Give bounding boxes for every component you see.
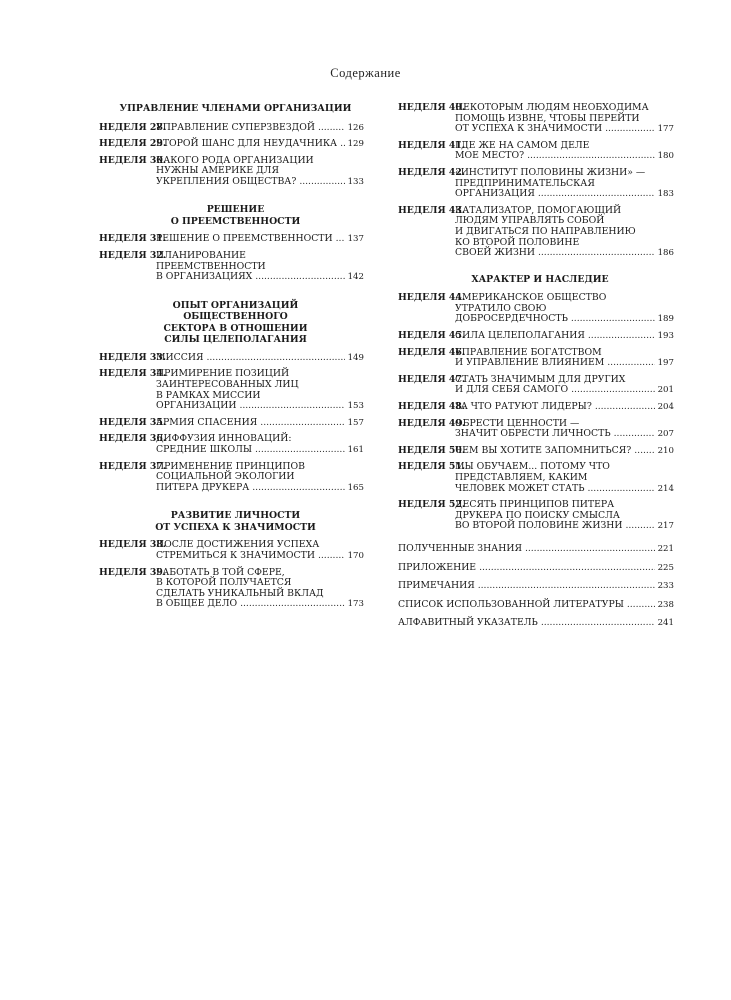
entry-title [455,103,674,135]
entry-title [156,462,364,494]
page-number: 241 [657,618,674,629]
page-number: 217 [657,521,674,532]
title-line [455,314,674,325]
section-heading: О ПРЕЕМСТВЕННОСТИ [170,215,301,227]
title-line [156,123,364,134]
title-text: УТРАТИЛО СВОЮ [455,302,547,314]
entry-title [455,446,674,457]
section-heading: СИЛЫ ЦЕЛЕПОЛАГАНИЯ [164,334,307,346]
entry-title [156,434,364,455]
page-number: 204 [657,401,674,412]
leader-dots [527,151,654,162]
title-text: И ДВИГАТЬСЯ ПО НАПРАВЛЕНИЮ [455,225,636,237]
title-line [455,446,674,457]
title-line [455,521,674,532]
page-number: 214 [657,483,674,494]
toc-entry[interactable] [398,141,674,162]
toc-right-column [398,103,674,637]
week-number: НЕДЕЛЯ 39. [99,566,167,578]
page-number: 157 [347,417,364,428]
toc-entry[interactable] [398,331,674,342]
back-matter-entry[interactable] [398,544,674,555]
week-number: НЕДЕЛЯ 48. [398,400,466,412]
back-matter-entry[interactable] [398,581,674,592]
title-text: СРЕДНИЕ ШКОЛЫ [156,444,253,455]
toc-entry[interactable] [398,446,674,457]
week-number: НЕДЕЛЯ 41. [398,139,466,151]
title-text: НУЖНЫ АМЕРИКЕ ДЛЯ [156,165,279,177]
toc-entry[interactable] [99,462,364,494]
toc-entry[interactable] [99,251,364,283]
page-number: 183 [657,189,674,200]
title-text: И ДЛЯ СЕБЯ САМОГО [455,384,569,396]
toc-entry[interactable] [398,500,674,532]
title-text: ДИФФУЗИЯ ИННОВАЦИЙ: [156,433,292,445]
leader-dots [607,358,654,369]
entry-title [455,331,674,342]
entry-title [156,540,364,561]
title-text: «ИНСТИТУТ ПОЛОВИНЫ ЖИЗНИ» — [455,166,646,178]
title-text: СТАТЬ ЗНАЧИМЫМ ДЛЯ ДРУГИХ [455,373,626,385]
title-line [156,272,364,283]
title-line [156,418,364,429]
title-line [455,331,674,342]
leader-dots [336,234,345,245]
title-text: СОЦИАЛЬНОЙ ЭКОЛОГИИ [156,471,295,483]
title-text: ОРГАНИЗАЦИИ [156,400,237,412]
title-text: ЧЕЛОВЕК МОЖЕТ СТАТЬ [455,482,585,494]
title-text: ПРИМЕНЕНИЕ ПРИНЦИПОВ [156,460,305,472]
back-matter-entry[interactable] [398,563,674,574]
toc-entry[interactable] [398,293,674,325]
title-text: ВТОРОЙ ШАНС ДЛЯ НЕУДАЧНИКА [156,138,338,150]
leader-dots [252,483,344,494]
entry-title [455,402,674,413]
page-number: 165 [347,482,364,493]
entry-title [455,168,674,200]
back-matter-entry[interactable] [398,600,674,611]
entry-title [156,123,364,134]
page-number: 170 [347,550,364,561]
back-matter-title: АЛФАВИТНЫЙ УКАЗАТЕЛЬ [398,617,538,629]
page-number: 197 [657,358,674,369]
week-number: НЕДЕЛЯ 40. [398,102,466,113]
entry-title [455,419,674,440]
entry-title [455,375,674,396]
week-number: НЕДЕЛЯ 33. [99,351,167,363]
title-text: ДОБРОСЕРДЕЧНОСТЬ [455,313,568,325]
leader-dots [595,402,655,413]
leader-dots [255,445,345,456]
toc-entry[interactable] [99,156,364,188]
title-text: РЕШЕНИЕ О ПРЕЕМСТВЕННОСТИ [156,233,333,245]
entry-title [455,348,674,369]
back-matter-title: СПИСОК ИСПОЛЬЗОВАННОЙ ЛИТЕРАТУРЫ [398,598,624,610]
entry-title [156,369,364,411]
title-text: КАТАЛИЗАТОР, ПОМОГАЮЩИЙ [455,204,622,216]
toc-entry[interactable] [99,418,364,429]
title-line [455,151,674,162]
title-line [455,103,674,114]
week-number: НЕДЕЛЯ 50. [398,444,466,456]
week-number: НЕДЕЛЯ 47. [398,373,466,385]
week-number: НЕДЕЛЯ 52. [398,499,466,511]
page-number: 161 [347,445,364,455]
week-number: НЕДЕЛЯ 51. [398,461,466,473]
leader-dots [614,429,655,440]
leader-dots [634,446,654,457]
leader-dots [625,521,654,532]
page-number: 193 [657,331,674,341]
back-matter-title: ПРИЛОЖЕНИЕ [398,561,477,573]
title-line [156,353,364,364]
title-text: КАКОГО РОДА ОРГАНИЗАЦИИ [156,154,314,166]
page-number: 149 [347,352,364,363]
title-text: АМЕРИКАНСКОЕ ОБЩЕСТВО [455,292,607,304]
week-number: НЕДЕЛЯ 38. [99,539,167,551]
toc-entry[interactable] [99,123,364,134]
entry-title [156,251,364,283]
title-text: ПОМОЩЬ ИЗВНЕ, ЧТОБЫ ПЕРЕЙТИ [455,112,640,124]
entry-title [156,418,364,429]
page-number: 201 [657,385,674,396]
leader-dots [478,581,655,592]
entry-title [455,462,674,494]
title-text: ОТ УСПЕХА К ЗНАЧИМОСТИ [455,123,603,135]
title-text: ПОСЛЕ ДОСТИЖЕНИЯ УСПЕХА [156,539,320,551]
title-text: В ОБЩЕЕ ДЕЛО [156,598,238,610]
page-number: 129 [347,139,364,150]
page-number: 207 [657,429,674,440]
leader-dots [627,600,655,611]
leader-dots [260,418,344,429]
week-number: НЕДЕЛЯ 32. [99,250,167,262]
week-number: НЕДЕЛЯ 31. [99,233,167,245]
leader-dots [525,544,655,555]
title-text: ПРИМИРЕНИЕ ПОЗИЦИЙ [156,368,290,380]
title-line [455,358,674,369]
toc-entry[interactable] [398,462,674,494]
leader-dots [340,139,345,150]
leader-dots [318,551,345,562]
week-number: НЕДЕЛЯ 37. [99,460,167,472]
leader-dots [299,177,344,188]
week-number: НЕДЕЛЯ 29. [99,138,167,150]
title-text: ДРУКЕРА ПО ПОИСКУ СМЫСЛА [455,509,620,521]
section-heading: РЕШЕНИЕ [206,204,265,216]
title-text: ОБРЕСТИ ЦЕННОСТИ — [455,417,580,429]
page-number: 133 [347,176,364,187]
leader-dots [588,331,655,342]
title-line [156,599,364,610]
title-line [455,124,674,135]
title-text: В ОРГАНИЗАЦИЯХ [156,271,253,283]
week-number: НЕДЕЛЯ 46. [398,346,466,358]
title-text: ОРГАНИЗАЦИЯ [455,188,535,200]
title-text: И УПРАВЛЕНИЕ ВЛИЯНИЕМ [455,357,605,369]
leader-dots [541,618,655,629]
toc-entry[interactable] [398,103,674,135]
page-number: 126 [347,122,364,133]
title-text: МИССИЯ [156,351,204,363]
leader-dots [571,385,654,396]
title-text: ЧЕМ ВЫ ХОТИТЕ ЗАПОМНИТЬСЯ? [455,444,632,456]
week-number: НЕДЕЛЯ 44. [398,292,466,304]
page-number: 238 [657,599,674,610]
page-number: 225 [657,562,674,573]
page-number: 186 [657,248,674,259]
leader-dots [538,248,655,259]
title-line [455,189,674,200]
title-line [156,483,364,494]
leader-dots [479,563,655,574]
page-number: 153 [347,401,364,412]
toc-entry[interactable] [99,234,364,245]
title-text: ДЕСЯТЬ ПРИНЦИПОВ ПИТЕРА [455,499,615,511]
title-text: ПРЕДПРИНИМАТЕЛЬСКАЯ [455,177,595,189]
title-line [455,402,674,413]
page-number: 189 [657,314,674,325]
toc-left-column [99,103,364,610]
title-text: В КОТОРОЙ ПОЛУЧАЕТСЯ [156,577,292,589]
toc-entry[interactable] [99,568,364,610]
week-number: НЕДЕЛЯ 36. [99,433,167,445]
title-text: В РАМКАХ МИССИИ [156,389,261,401]
toc-entry[interactable] [99,139,364,150]
week-number: НЕДЕЛЯ 43. [398,204,466,216]
title-text: УПРАВЛЕНИЕ БОГАТСТВОМ [455,346,602,358]
title-line [455,385,674,396]
page-number: 210 [657,445,674,456]
toc-entry[interactable] [398,402,674,413]
entry-title [156,234,364,245]
title-text: ВО ВТОРОЙ ПОЛОВИНЕ ЖИЗНИ [455,520,623,532]
entry-title [455,141,674,162]
page-number: 180 [657,151,674,162]
title-line [156,445,364,456]
title-line [156,401,364,412]
entry-title [156,139,364,150]
title-text: РАБОТАТЬ В ТОЙ СФЕРЕ, [156,566,285,578]
title-line [455,484,674,495]
page-number: 221 [657,543,674,554]
entry-title [156,568,364,610]
title-text: ГДЕ ЖЕ НА САМОМ ДЕЛЕ [455,139,590,151]
section-heading: СЕКТОРА В ОТНОШЕНИИ [163,322,308,334]
entry-title [455,293,674,325]
toc-entry[interactable] [99,369,364,411]
leader-dots [206,353,344,364]
page-number: 137 [347,234,364,245]
section-heading: ОПЫТ ОРГАНИЗАЦИЙ [172,299,299,311]
week-number: НЕДЕЛЯ 30. [99,154,167,166]
title-text: ПЛАНИРОВАНИЕ [156,250,246,262]
back-matter-title: ПРИМЕЧАНИЯ [398,580,475,592]
leader-dots [587,484,654,495]
leader-dots [318,123,345,134]
leader-dots [538,189,655,200]
section-heading: УПРАВЛЕНИЕ ЧЛЕНАМИ ОРГАНИЗАЦИИ [119,103,352,114]
toc-entry[interactable] [99,540,364,561]
toc-entry[interactable] [398,348,674,369]
title-line [156,234,364,245]
leader-dots [605,124,655,135]
title-line [455,429,674,440]
toc-entry[interactable] [398,206,674,259]
title-line [455,248,674,259]
leader-dots [240,599,344,610]
section-heading: РАЗВИТИЕ ЛИЧНОСТИ [170,510,301,522]
week-number: НЕДЕЛЯ 28. [99,121,167,133]
page-number: 177 [657,124,674,135]
title-text: УПРАВЛЕНИЕ СУПЕРЗВЕЗДОЙ [156,121,315,133]
section-heading: ОБЩЕСТВЕННОГО [183,311,288,323]
title-text: ЗАИНТЕРЕСОВАННЫХ ЛИЦ [156,379,299,391]
title-text: СИЛА ЦЕЛЕПОЛАГАНИЯ [455,330,585,341]
title-text: СДЕЛАТЬ УНИКАЛЬНЫЙ ВКЛАД [156,587,324,599]
title-text: УКРЕПЛЕНИЯ ОБЩЕСТВА? [156,175,297,187]
section-heading: ОТ УСПЕХА К ЗНАЧИМОСТИ [155,521,316,533]
week-number: НЕДЕЛЯ 42. [398,166,466,178]
week-number: НЕДЕЛЯ 34. [99,368,167,380]
title-text: НЕКОТОРЫМ ЛЮДЯМ НЕОБХОДИМА [455,102,649,113]
week-number: НЕДЕЛЯ 49. [398,417,466,429]
title-text: ПИТЕРА ДРУКЕРА [156,481,250,493]
back-matter-title: ПОЛУЧЕННЫЕ ЗНАНИЯ [398,542,522,554]
leader-dots [239,401,344,412]
page-number: 233 [657,581,674,592]
entry-title [455,500,674,532]
title-text: СТРЕМИТЬСЯ К ЗНАЧИМОСТИ [156,549,315,561]
title-line [156,551,364,562]
leader-dots [571,314,655,325]
title-text: СВОЕЙ ЖИЗНИ [455,247,535,259]
page-number: 173 [347,599,364,610]
page-header: Содержание [330,66,401,80]
toc-entry[interactable] [99,353,364,364]
week-number: НЕДЕЛЯ 35. [99,416,167,428]
week-number: НЕДЕЛЯ 45. [398,330,466,341]
title-text: ПРЕЕМСТВЕННОСТИ [156,260,266,272]
back-matter-entry[interactable] [398,618,674,629]
entry-title [455,206,674,259]
leader-dots [255,272,344,283]
title-text: ЛЮДЯМ УПРАВЛЯТЬ СОБОЙ [455,215,605,227]
section-heading: ХАРАКТЕР И НАСЛЕДИЕ [471,273,609,285]
page-number: 142 [347,272,364,283]
toc-entry[interactable] [398,168,674,200]
title-line [455,168,674,179]
title-text: АРМИЯ СПАСЕНИЯ [156,416,258,428]
toc-entry[interactable] [99,434,364,455]
title-text: КО ВТОРОЙ ПОЛОВИНЕ [455,236,580,248]
entry-title [156,353,364,364]
title-line [156,177,364,188]
toc-entry[interactable] [398,419,674,440]
title-text: МОЕ МЕСТО? [455,150,525,162]
title-text: ЗНАЧИТ ОБРЕСТИ ЛИЧНОСТЬ [455,428,611,440]
title-line [455,473,674,484]
entry-title [156,156,364,188]
title-line [156,139,364,150]
title-text: ПРЕДСТАВЛЯЕМ, КАКИМ [455,471,588,483]
toc-entry[interactable] [398,375,674,396]
title-text: ЗА ЧТО РАТУЮТ ЛИДЕРЫ? [455,400,592,412]
title-text: МЫ ОБУЧАЕМ... ПОТОМУ ЧТО [455,461,610,473]
title-line [455,227,674,238]
